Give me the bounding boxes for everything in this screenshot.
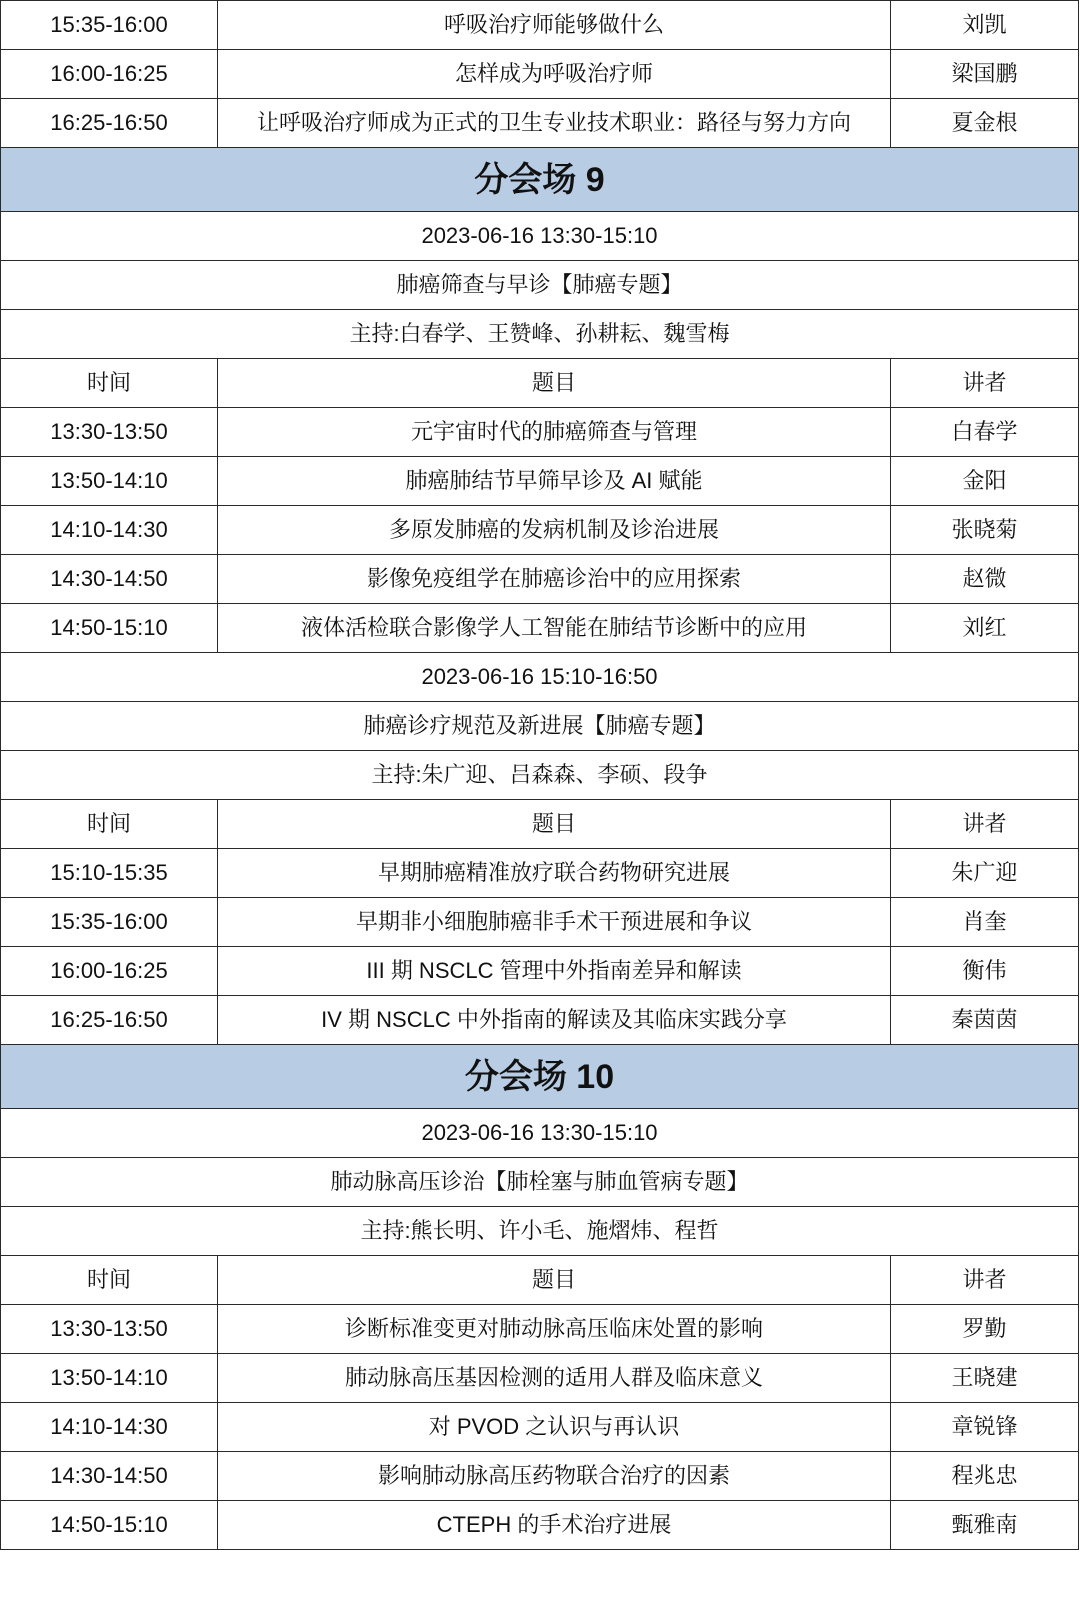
speaker-cell: 刘红 [891,604,1079,653]
speaker-cell: 衡伟 [891,947,1079,996]
time-header: 时间 [1,359,218,408]
speaker-cell: 夏金根 [891,99,1079,148]
topic-cell: 影响肺动脉高压药物联合治疗的因素 [218,1452,891,1501]
session-datetime: 2023-06-16 13:30-15:10 [1,212,1079,261]
table-row [1,947,1079,996]
time-cell: 16:00-16:25 [1,947,218,996]
table-row [1,1403,1079,1452]
time-cell: 14:30-14:50 [1,1452,218,1501]
speaker-cell: 程兆忠 [891,1452,1079,1501]
time-cell: 15:35-16:00 [1,1,218,50]
session-hosts: 主持:熊长明、许小毛、施熠炜、程哲 [1,1207,1079,1256]
topic-cell: 呼吸治疗师能够做什么 [218,1,891,50]
topic-cell: 元宇宙时代的肺癌筛查与管理 [218,408,891,457]
topic-cell: 影像免疫组学在肺癌诊治中的应用探索 [218,555,891,604]
session-datetime-row [1,653,1079,702]
time-header: 时间 [1,800,218,849]
time-cell: 14:50-15:10 [1,604,218,653]
speaker-cell: 梁国鹏 [891,50,1079,99]
session-title: 肺癌筛查与早诊【肺癌专题】 [1,261,1079,310]
time-cell: 15:35-16:00 [1,898,218,947]
speaker-cell: 刘凯 [891,1,1079,50]
time-cell: 14:50-15:10 [1,1501,218,1550]
table-row [1,1452,1079,1501]
column-header-row [1,1256,1079,1305]
topic-header: 题目 [218,1256,891,1305]
session-datetime: 2023-06-16 13:30-15:10 [1,1109,1079,1158]
table-row [1,1,1079,50]
table-row [1,408,1079,457]
speaker-cell: 张晓菊 [891,506,1079,555]
speaker-cell: 罗勤 [891,1305,1079,1354]
topic-cell: 多原发肺癌的发病机制及诊治进展 [218,506,891,555]
time-cell: 14:10-14:30 [1,506,218,555]
session-hosts-row [1,751,1079,800]
topic-cell: 早期肺癌精准放疗联合药物研究进展 [218,849,891,898]
session-datetime: 2023-06-16 15:10-16:50 [1,653,1079,702]
session-title: 肺癌诊疗规范及新进展【肺癌专题】 [1,702,1079,751]
topic-cell: 让呼吸治疗师成为正式的卫生专业技术职业：路径与努力方向 [218,99,891,148]
venue-10-title: 分会场 10 [1,1045,1079,1109]
table-row [1,849,1079,898]
speaker-cell: 金阳 [891,457,1079,506]
time-cell: 16:25-16:50 [1,996,218,1045]
topic-cell: 液体活检联合影像学人工智能在肺结节诊断中的应用 [218,604,891,653]
topic-header: 题目 [218,800,891,849]
speaker-header: 讲者 [891,359,1079,408]
time-cell: 14:30-14:50 [1,555,218,604]
column-header-row [1,800,1079,849]
session-title: 肺动脉高压诊治【肺栓塞与肺血管病专题】 [1,1158,1079,1207]
table-row [1,50,1079,99]
time-cell: 16:00-16:25 [1,50,218,99]
time-cell: 16:25-16:50 [1,99,218,148]
time-cell: 13:50-14:10 [1,457,218,506]
topic-cell: 肺癌肺结节早筛早诊及 AI 赋能 [218,457,891,506]
speaker-cell: 章锐锋 [891,1403,1079,1452]
session-hosts-row [1,310,1079,359]
column-header-row [1,359,1079,408]
time-cell: 14:10-14:30 [1,1403,218,1452]
topic-cell: 诊断标准变更对肺动脉高压临床处置的影响 [218,1305,891,1354]
venue-9-title: 分会场 9 [1,148,1079,212]
table-row [1,1354,1079,1403]
table-row [1,1305,1079,1354]
topic-cell: 肺动脉高压基因检测的适用人群及临床意义 [218,1354,891,1403]
speaker-cell: 朱广迎 [891,849,1079,898]
table-row [1,555,1079,604]
table-row [1,996,1079,1045]
session-hosts-row [1,1207,1079,1256]
session-title-row [1,1158,1079,1207]
time-cell: 13:50-14:10 [1,1354,218,1403]
topic-cell: III 期 NSCLC 管理中外指南差异和解读 [218,947,891,996]
speaker-cell: 白春学 [891,408,1079,457]
table-row [1,1501,1079,1550]
time-cell: 15:10-15:35 [1,849,218,898]
topic-cell: 怎样成为呼吸治疗师 [218,50,891,99]
topic-cell: CTEPH 的手术治疗进展 [218,1501,891,1550]
topic-header: 题目 [218,359,891,408]
table-row [1,99,1079,148]
session-title-row [1,702,1079,751]
session-hosts: 主持:朱广迎、吕森森、李硕、段争 [1,751,1079,800]
speaker-cell: 肖奎 [891,898,1079,947]
time-cell: 13:30-13:50 [1,408,218,457]
table-row [1,457,1079,506]
venue-banner [1,148,1079,212]
speaker-cell: 甄雅南 [891,1501,1079,1550]
topic-cell: IV 期 NSCLC 中外指南的解读及其临床实践分享 [218,996,891,1045]
table-row [1,898,1079,947]
table-row [1,604,1079,653]
speaker-header: 讲者 [891,1256,1079,1305]
session-title-row [1,261,1079,310]
speaker-header: 讲者 [891,800,1079,849]
time-cell: 13:30-13:50 [1,1305,218,1354]
speaker-cell: 王晓建 [891,1354,1079,1403]
table-row [1,506,1079,555]
topic-cell: 早期非小细胞肺癌非手术干预进展和争议 [218,898,891,947]
speaker-cell: 秦茵茵 [891,996,1079,1045]
session-datetime-row [1,1109,1079,1158]
speaker-cell: 赵微 [891,555,1079,604]
time-header: 时间 [1,1256,218,1305]
session-hosts: 主持:白春学、王赞峰、孙耕耘、魏雪梅 [1,310,1079,359]
session-datetime-row [1,212,1079,261]
topic-cell: 对 PVOD 之认识与再认识 [218,1403,891,1452]
venue-banner [1,1045,1079,1109]
